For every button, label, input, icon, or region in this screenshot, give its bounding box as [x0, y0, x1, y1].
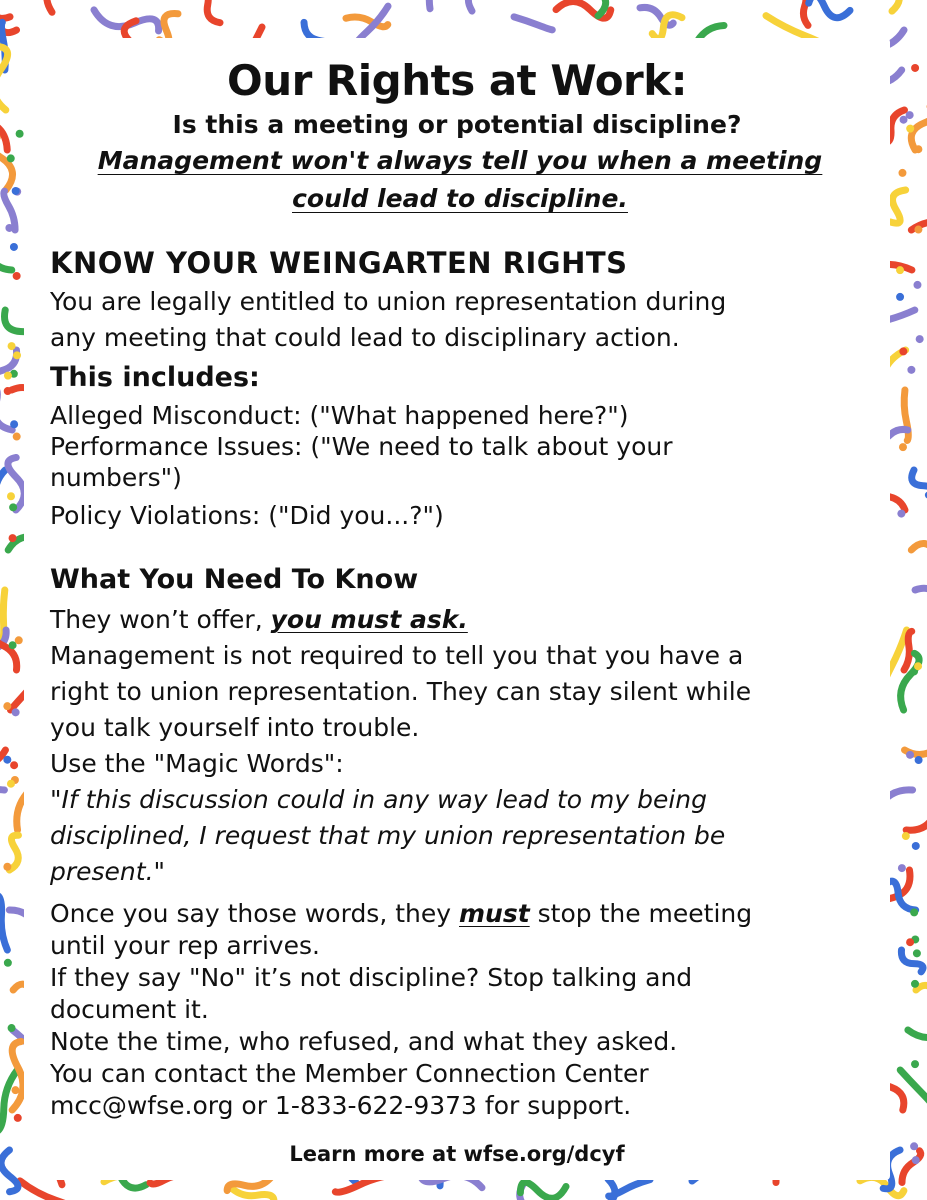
squiggle-shape: [0, 1, 10, 19]
not-required-line: right to union representation. They can stay silent while: [50, 677, 752, 706]
confetti-dot: [914, 226, 922, 234]
confetti-dot: [897, 510, 905, 518]
confetti-dot: [8, 1024, 16, 1032]
list-item: Performance Issues: ("We need to talk about your: [50, 432, 673, 461]
weingarten-heading: KNOW YOUR WEINGARTEN RIGHTS: [50, 246, 628, 280]
need-to-know-heading: What You Need To Know: [50, 564, 419, 595]
squiggle-shape: [514, 17, 552, 30]
confetti-dot: [912, 842, 920, 850]
confetti-dot: [3, 756, 11, 764]
squiggle-shape: [912, 470, 927, 495]
confetti-dot: [911, 980, 919, 988]
list-item: numbers"): [50, 463, 182, 492]
warning-line-1: Management won't always tell you when a meeting: [97, 146, 823, 175]
confetti-dot: [906, 111, 914, 119]
no-line: If they say "No" it’s not discipline? Stop talking and: [50, 963, 693, 992]
confetti-dot: [4, 387, 12, 395]
magic-words-label: Use the "Magic Words":: [50, 749, 344, 778]
squiggle-shape: [809, 0, 850, 18]
confetti-dot: [9, 503, 17, 511]
squiggle-shape: [0, 255, 12, 270]
intro-line-1: You are legally entitled to union representation during: [50, 287, 727, 316]
magic-quote-line: "If this discussion could in any way lead to my being: [50, 785, 708, 814]
magic-quote-line: disciplined, I request that my union representation be: [50, 821, 726, 850]
confetti-dot: [7, 780, 15, 788]
squiggle-shape: [890, 190, 905, 223]
squiggle-shape: [882, 0, 900, 11]
confetti-dot: [11, 1086, 19, 1094]
confetti-dot: [906, 751, 914, 759]
confetti-dot: [7, 154, 15, 162]
squiggle-shape: [8, 457, 24, 510]
squiggle-shape: [468, 0, 495, 11]
content-panel: [24, 38, 890, 1180]
confetti-dot: [10, 243, 18, 251]
not-required-line: you talk yourself into trouble.: [50, 713, 420, 742]
squiggle-shape: [915, 588, 927, 618]
no-line-2: document it.: [50, 995, 209, 1024]
page-subtitle: Is this a meeting or potential discipline?: [172, 110, 742, 139]
confetti-dot: [916, 335, 924, 343]
confetti-dot: [13, 272, 21, 280]
squiggle-shape: [902, 1151, 921, 1183]
confetti-dot: [7, 492, 15, 500]
confetti-dot: [9, 641, 17, 649]
list-item: Policy Violations: ("Did you...?"): [50, 501, 444, 530]
note-line: Note the time, who refused, and what they asked.: [50, 1027, 678, 1056]
confetti-dot: [910, 1142, 918, 1150]
confetti-dot: [906, 125, 914, 133]
confetti-dot: [899, 443, 907, 451]
confetti-dot: [896, 293, 904, 301]
confetti-dot: [10, 420, 18, 428]
must-emphasis: must: [459, 899, 530, 928]
contact-line: You can contact the Member Connection Center: [50, 1059, 649, 1088]
not-required-line: Management is not required to tell you that you have a: [50, 641, 744, 670]
confetti-dot: [915, 756, 923, 764]
squiggle-shape: [520, 1182, 566, 1198]
contact-line-2: mcc@wfse.org or 1-833-622-9373 for support.: [50, 1091, 632, 1120]
squiggle-shape: [908, 1030, 927, 1040]
page-title: Our Rights at Work:: [226, 56, 687, 105]
confetti-dot: [913, 281, 921, 289]
confetti-dot: [10, 761, 18, 769]
includes-heading: This includes:: [50, 362, 260, 393]
confetti-dot: [914, 145, 922, 153]
squiggle-shape: [916, 985, 927, 997]
confetti-dot: [899, 347, 907, 355]
confetti-dot: [13, 351, 21, 359]
includes-list: [50, 400, 870, 531]
intro-line-2: any meeting that could lead to disciplinary action.: [50, 323, 680, 352]
confetti-dot: [3, 863, 11, 871]
magic-quote-line: present.": [50, 857, 166, 886]
must-ask-emphasis: you must ask.: [270, 605, 468, 634]
squiggle-shape: [200, 0, 220, 23]
confetti-dot: [902, 832, 910, 840]
squiggle-shape: [429, 0, 450, 9]
need-to-know-actions: [50, 898, 870, 1122]
once-line: Once you say those words, they must stop the meeting: [50, 899, 753, 928]
list-item: Alleged Misconduct: ("What happened here?"): [50, 401, 629, 430]
need-to-know-body: [50, 602, 870, 890]
confetti-dot: [13, 433, 21, 441]
warning-line-2: could lead to discipline.: [292, 184, 628, 213]
confetti-dot: [4, 959, 12, 967]
management-warning: [62, 142, 858, 218]
squiggle-shape: [906, 795, 927, 830]
once-line-2: until your rep arrives.: [50, 931, 320, 960]
confetti-dot: [14, 1114, 22, 1122]
squiggle-shape: [0, 1070, 17, 1132]
squiggle-shape: [911, 543, 927, 560]
squiggle-shape: [0, 470, 5, 514]
squiggle-shape: [0, 789, 4, 792]
squiggle-shape: [0, 896, 7, 950]
confetti-dot: [12, 708, 20, 716]
confetti-dot: [907, 366, 915, 374]
confetti-dot: [911, 64, 919, 72]
weingarten-intro: [50, 284, 870, 356]
confetti-dot: [911, 1060, 919, 1068]
confetti-dot: [912, 1156, 920, 1164]
confetti-dot: [898, 169, 906, 177]
confetti-dot: [12, 187, 20, 195]
squiggle-shape: [47, 0, 70, 12]
confetti-dot: [8, 342, 16, 350]
confetti-dot: [4, 372, 12, 380]
offer-line: They won’t offer, you must ask.: [50, 605, 468, 634]
confetti-dot: [896, 266, 904, 274]
confetti-dot: [914, 662, 922, 670]
confetti-dot: [913, 949, 921, 957]
squiggle-shape: [904, 631, 912, 670]
confetti-dot: [9, 534, 17, 542]
confetti-dot: [3, 702, 11, 710]
confetti-dot: [898, 864, 906, 872]
confetti-dot: [910, 908, 918, 916]
confetti-dot: [16, 130, 24, 138]
confetti-dot: [906, 938, 914, 946]
squiggle-shape: [20, 1181, 78, 1200]
squiggle-shape: [1, 1150, 18, 1192]
learn-more-footer: Learn more at wfse.org/dcyf: [289, 1142, 625, 1166]
confetti-dot: [5, 224, 13, 232]
